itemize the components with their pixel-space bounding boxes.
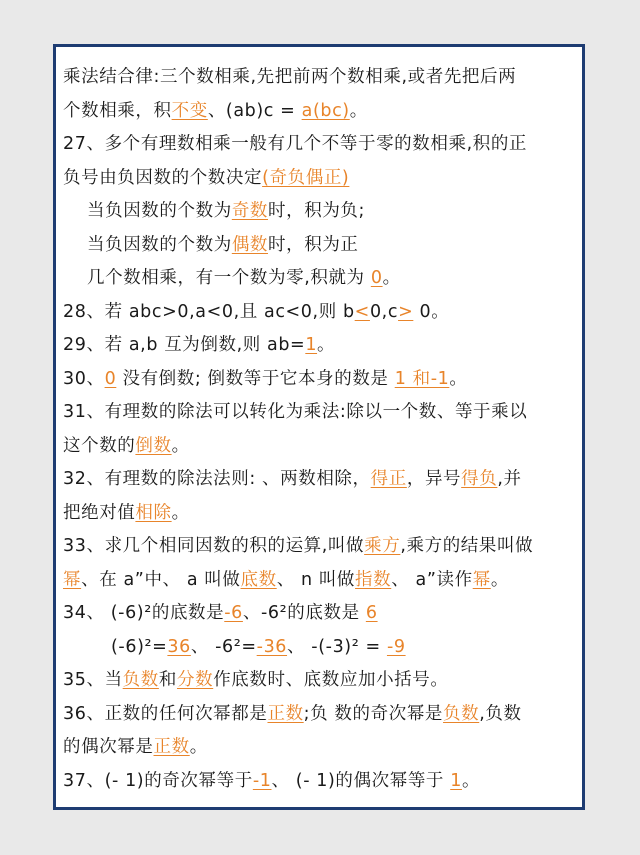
text-segment: ，异号 xyxy=(406,469,462,489)
answer-blank: 倒数 xyxy=(135,435,172,456)
answer-blank: 得正 xyxy=(370,469,407,489)
answer-blank: -1 xyxy=(252,770,272,791)
answer-blank: -9 xyxy=(386,636,406,657)
text-segment: 和 xyxy=(158,670,177,690)
text-segment: 。 xyxy=(449,368,468,389)
answer-blank: 乘方 xyxy=(364,536,401,556)
text-line-l04 xyxy=(63,162,582,196)
text-segment: 。 xyxy=(461,770,481,791)
text-line-l18 xyxy=(63,631,582,665)
text-line-l09 xyxy=(63,329,582,363)
answer-blank: 6 xyxy=(365,603,378,623)
text-line-l22 xyxy=(63,765,582,799)
text-segment: 。 xyxy=(189,737,208,757)
text-segment: 。 xyxy=(490,569,509,590)
answer-blank: 0 xyxy=(104,368,117,389)
answer-blank: 不变 xyxy=(171,100,208,121)
text-segment: 。 xyxy=(317,335,336,355)
text-line-l11 xyxy=(63,396,582,430)
text-segment: 乘法结合律:三个数相乘,先把前两个数相乘,或者先把后两 xyxy=(63,67,517,87)
text-segment: ,乘方的结果叫做 xyxy=(400,536,534,556)
text-segment: 作底数时、底数应加小括号。 xyxy=(213,670,449,690)
text-segment: 、(ab)c = xyxy=(207,100,302,121)
answer-blank: > xyxy=(398,301,414,322)
text-segment: 35、当 xyxy=(63,670,123,690)
text-segment: 27、多个有理数相乘一般有几个不等于零的数相乘,积的正 xyxy=(63,134,528,154)
text-segment: 30、 xyxy=(63,368,105,389)
answer-blank: 分数 xyxy=(176,670,214,690)
text-segment: 。 xyxy=(171,502,190,523)
text-segment: 32、有理数的除法法则: 、两数相除， xyxy=(63,469,371,489)
answer-blank: 1 和-1 xyxy=(394,368,450,389)
text-line-l16 xyxy=(63,564,582,598)
text-segment: 个数相乘，积 xyxy=(63,100,172,121)
text-segment: 的偶次幂是 xyxy=(63,737,154,757)
text-segment: 、 n 叫做 xyxy=(276,569,356,590)
text-segment: 时，积为正 xyxy=(268,234,359,255)
answer-blank: 幂 xyxy=(472,569,491,590)
text-segment: 时，积为负; xyxy=(268,201,366,221)
text-line-l19 xyxy=(63,664,582,698)
text-line-l21 xyxy=(63,731,582,765)
text-segment: 把绝对值 xyxy=(63,502,136,523)
text-line-l07 xyxy=(63,262,582,296)
text-line-l15 xyxy=(63,530,582,564)
text-segment: 。 xyxy=(382,268,401,288)
text-segment: 31、有理数的除法可以转化为乘法:除以一个数、等于乘以 xyxy=(63,402,528,422)
text-segment: 。 xyxy=(349,100,368,121)
text-segment: 、 -(-3)² = xyxy=(287,636,387,657)
text-segment: 当负因数的个数为 xyxy=(87,201,232,221)
text-line-l10 xyxy=(63,363,582,397)
text-line-l12 xyxy=(63,430,582,464)
text-line-l06 xyxy=(63,229,582,263)
text-segment: 负号由负因数的个数决定 xyxy=(63,167,263,188)
answer-blank: 负数 xyxy=(122,670,159,690)
text-segment: 、 (- 1)的偶次幂等于 xyxy=(271,770,451,791)
answer-blank: -36 xyxy=(256,636,288,657)
text-segment: 、-6²的底数是 xyxy=(242,603,366,623)
answer-blank: 得负 xyxy=(461,469,498,489)
document-content xyxy=(63,61,582,798)
text-segment: ;负 数的奇次幂是 xyxy=(303,703,444,724)
text-line-l01 xyxy=(63,61,582,95)
text-line-l08 xyxy=(63,296,582,330)
text-segment: 28、若 abc>0,a<0,且 ac<0,则 b xyxy=(63,301,355,322)
text-line-l14 xyxy=(63,497,582,531)
answer-blank: (奇负偶正) xyxy=(262,167,350,188)
answer-blank: a(bc) xyxy=(301,100,350,121)
answer-blank: 0 xyxy=(370,268,383,288)
answer-blank: 奇数 xyxy=(231,201,269,221)
answer-blank: 正数 xyxy=(267,703,304,724)
answer-blank: < xyxy=(354,301,370,322)
text-segment: 29、若 a,b 互为倒数,则 ab= xyxy=(63,335,306,355)
answer-blank: 负数 xyxy=(443,703,480,724)
text-line-l02 xyxy=(63,95,582,129)
answer-blank: 底数 xyxy=(240,569,277,590)
answer-blank: -6 xyxy=(224,603,243,623)
text-segment: 。 xyxy=(171,435,190,456)
text-segment: 几个数相乘，有一个数为零,积就为 xyxy=(87,268,371,288)
text-segment: 没有倒数; 倒数等于它本身的数是 xyxy=(116,368,395,389)
text-segment: 、在 a”中、 a 叫做 xyxy=(81,569,241,590)
text-line-l03 xyxy=(63,128,582,162)
text-segment: 、 -6²= xyxy=(190,636,257,657)
text-line-l20 xyxy=(63,698,582,732)
text-segment: 0,c xyxy=(369,301,399,322)
answer-blank: 幂 xyxy=(63,569,82,590)
text-segment: 当负因数的个数为 xyxy=(87,234,232,255)
answer-blank: 1 xyxy=(450,770,462,791)
text-line-l13 xyxy=(63,463,582,497)
text-segment: 、 a”读作 xyxy=(391,569,473,590)
answer-blank: 正数 xyxy=(153,737,190,757)
answer-blank: 偶数 xyxy=(231,234,269,255)
text-segment: ,负数 xyxy=(479,703,522,724)
text-segment: 这个数的 xyxy=(63,435,136,456)
answer-blank: 36 xyxy=(167,636,191,657)
answer-blank: 相除 xyxy=(135,502,172,523)
text-line-l05 xyxy=(63,195,582,229)
text-segment: 37、(- 1)的奇次幂等于 xyxy=(63,770,253,791)
text-segment: 34、 (-6)²的底数是 xyxy=(63,603,225,623)
answer-blank: 指数 xyxy=(355,569,392,590)
text-segment: 0。 xyxy=(413,301,450,322)
text-segment: 36、正数的任何次幂都是 xyxy=(63,703,268,724)
text-segment: 33、求几个相同因数的积的运算,叫做 xyxy=(63,536,365,556)
text-segment: (-6)²= xyxy=(111,636,168,657)
text-line-l17 xyxy=(63,597,582,631)
text-segment: ,并 xyxy=(497,469,522,489)
document-frame xyxy=(53,44,585,810)
answer-blank: 1 xyxy=(305,335,318,355)
